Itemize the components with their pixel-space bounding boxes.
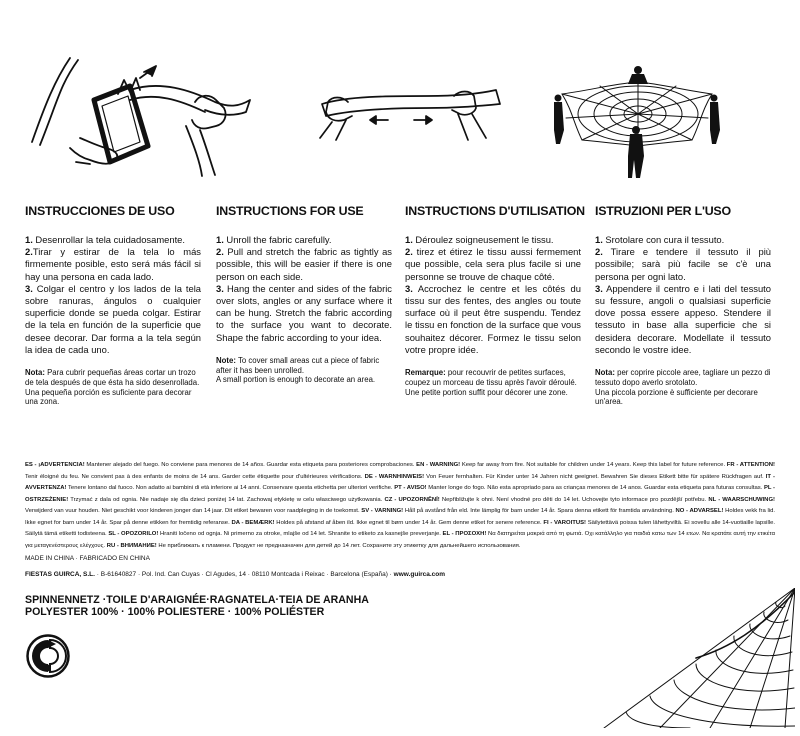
- company-web: www.guirca.com: [393, 571, 446, 578]
- spider-web-icon: [600, 588, 795, 728]
- company-address: · B-61640827 · Pol. Ind. Can Cuyas · Cl Agudes, 14 · 08110 Montcada i Reixac · Barcelona (España) ·: [94, 571, 394, 578]
- column-title: ISTRUZIONI PER L'USO: [595, 204, 731, 218]
- step-3: 3. Accrochez le centre et les côtés du tissu sur des fentes, des angles ou toute surface où il peut être suspendu. Tendez le tissu en fonction de la surface que vous souhaitez décorer. Formez le tissu selon votre propre idée.: [405, 282, 581, 355]
- step-2: 2.Tirar y estirar de la tela lo más firmemente posible, esto será más fácil si hay una persona en cada lado.: [25, 246, 201, 282]
- step-2: 2. Tirare e tendere il tessuto il più possibile; sarà più facile se c'è una persona per ogni lato.: [595, 246, 771, 282]
- hand-unroll-fabric-icon: [10, 50, 260, 180]
- column-es: [25, 204, 201, 407]
- column-en: [216, 204, 392, 385]
- product-name: SPINNENNETZ ·TOILE D'ARAIGNÉE·RAGNATELA·TEIA DE ARANHA: [25, 594, 369, 606]
- note: Note: To cover small areas cut a piece of fabric after it has been unrolled. A small portion is enough to decorate an area.: [216, 355, 380, 385]
- step-2: 2. tirez et étirez le tissu aussi fermement que possible, cela sera plus facile si une personne se trouve de chaque côté.: [405, 246, 581, 282]
- company-name: FIESTAS GUIRCA, S.L.: [25, 571, 95, 578]
- product-material: POLYESTER 100% · 100% POLIESTERE · 100% POLIÉSTER: [25, 606, 325, 619]
- step-1: 1. Desenrollar la tela cuidadosamente.: [25, 234, 185, 245]
- hands-stretch-fabric-icon: [318, 82, 508, 142]
- warning-block: ES - ¡ADVERTENCIA! Mantener alejado del fuego. No conviene para menores de 14 años. Guardar esta etiqueta para posteriores comprobaciones. EN - WARNING! Keep far away from fire. Not suitable for children under 14 years. Keep this label for future reference. FR - ATTENTION! Tenir éloigné du feu. Ne convient pas à des enfants de moins de 14 ans. Garder cette étiquette pour d'ultérieures vérifications. DE - WARNHINWEIS! Von Feuer fernhalten. Für Kinder unter 14 Jahren nicht geeignet. Bewahren Sie dieses Etikett bitte für spätere Rückfragen auf. IT - AVVERTENZA! Tenere lontano dal fuoco. Non adatto ai bambini di età inferiore ai 14 anni. Conservare questa etichetta per ulteriori verifiche. PT - AVISO! Manter longe do fogo. Não esta apropriado para as crianças menores de 14 anos. Guardar esta etiqueta para futuras consultas. PL - OSTRZEŻENIE! Trzymać z dala od ognia. Nie nadaje się dla dzieci poniżej 14 lat. Zachowaj etykietę w celu własciwego użytkowania. CZ - UPOZORNĚNÍ! Nepřibližujte k ohni. Není vhodné pro děti do 14 let. Uchovejte tyto informace pro pozdější potřebu. NL - WAARSCHUWING! Verwijderd van vuur houden. Niet geschikt voor kinderen jonger dan 14 jaar. Dit etiket bewaren voor raadpleging in de toekomst. SV - VARNING! Håll på avstånd från eld. Inte lämplig för barn under 14 år. Spara denna etikett för framtida användning. NO - ADVARSEL! Holdes vekk fra lid. Ikke egnet for barn under 14 år. Spar på denne etikken for fremtidig referanse. DA - BEMÆRK! Holdes på afstand af åben ild. Ikke egnet til børn under 14 år. Gem denne etiket for senere reference. FI - VAROITUS! Säilytettävä poissa tulen lähettyviltä. Ei sovellu alle 14-vuotiaille lapsille. Säilytä tämä etiketti todisteena. SL - OPOZORILO! Hraniti ločeno od ognja. Ni primerno za otroke, mlajše od 14 let. Shranite to etiketo za kasnejše preverjanje. EL - ΠΡΟΣΟΧΗ! Να διατηρείται μακριά από τη φωτιά. Οχι κατάλληλο για παιδιά κατω των 14 ετων. Να κρατάτε αυτή την ετικέτα για μεταγενέστερους ελέγχους. RU - ВНИМАНИЕ! Не приближать к пламени. Продукт не предназначен для детей до 14 лет. Сохраните эту этикетку для дальнейшего использования.: [25, 462, 775, 549]
- people-hanging-web-icon: [552, 60, 722, 180]
- step-2: 2. Pull and stretch the fabric as tightly as possible, this will be easier if there is one person on each side.: [216, 246, 392, 282]
- column-fr: [405, 204, 585, 397]
- made-in-label: MADE IN CHINA · FABRICADO EN CHINA: [25, 555, 150, 562]
- green-dot-recycling-icon: [26, 634, 70, 678]
- product-info: [25, 594, 369, 618]
- column-title: INSTRUCTIONS FOR USE: [216, 204, 364, 218]
- step-1: 1. Srotolare con cura il tessuto.: [595, 234, 725, 245]
- column-title: INSTRUCTIONS D'UTILISATION: [405, 204, 585, 218]
- note: Remarque: pour recouvrir de petites surfaces, coupez un morceau de tissu après l'avoir déroulé. Une petite portion suffit pour décorer une zone.: [405, 368, 577, 397]
- step-3: 3. Hang the center and sides of the fabric over slots, angles or any surface where it can be hung. Stretch the fabric according to the surface you want to decorate. Shape the fabric according to your idea.: [216, 282, 392, 343]
- column-it: [595, 204, 771, 407]
- step-3: 3. Colgar el centro y los lados de la tela sobre ranuras, ángulos o cualquier superficie donde se pueda colgar. Estirar de la tela en función de la superficie que desee decorar. Dar forma a la tela según la idea de cada uno.: [25, 282, 201, 355]
- step-1: 1. Déroulez soigneusement le tissu.: [405, 234, 554, 245]
- step-1: 1. Unroll the fabric carefully.: [216, 234, 332, 245]
- company-info: [25, 571, 445, 578]
- note: Nota: per coprire piccole aree, tagliare un pezzo di tessuto dopo averlo srotolato. Una piccola porzione è sufficiente per decorare un'area.: [595, 368, 771, 407]
- note: Nota: Para cubrir pequeñas áreas cortar un trozo de tela después de que ésta ha sido desenrollada. Una pequeña porción es suficiente para decorar una zona.: [25, 368, 200, 407]
- step-3: 3. Appendere il centro e i lati del tessuto su fessure, angoli o qualsiasi superficie dove possa essere appeso. Stendere il tessuto in base alla superficie che si desidera decorare. Modellate il tessuto secondo le vostre idee.: [595, 282, 771, 355]
- column-title: INSTRUCCIONES DE USO: [25, 204, 175, 218]
